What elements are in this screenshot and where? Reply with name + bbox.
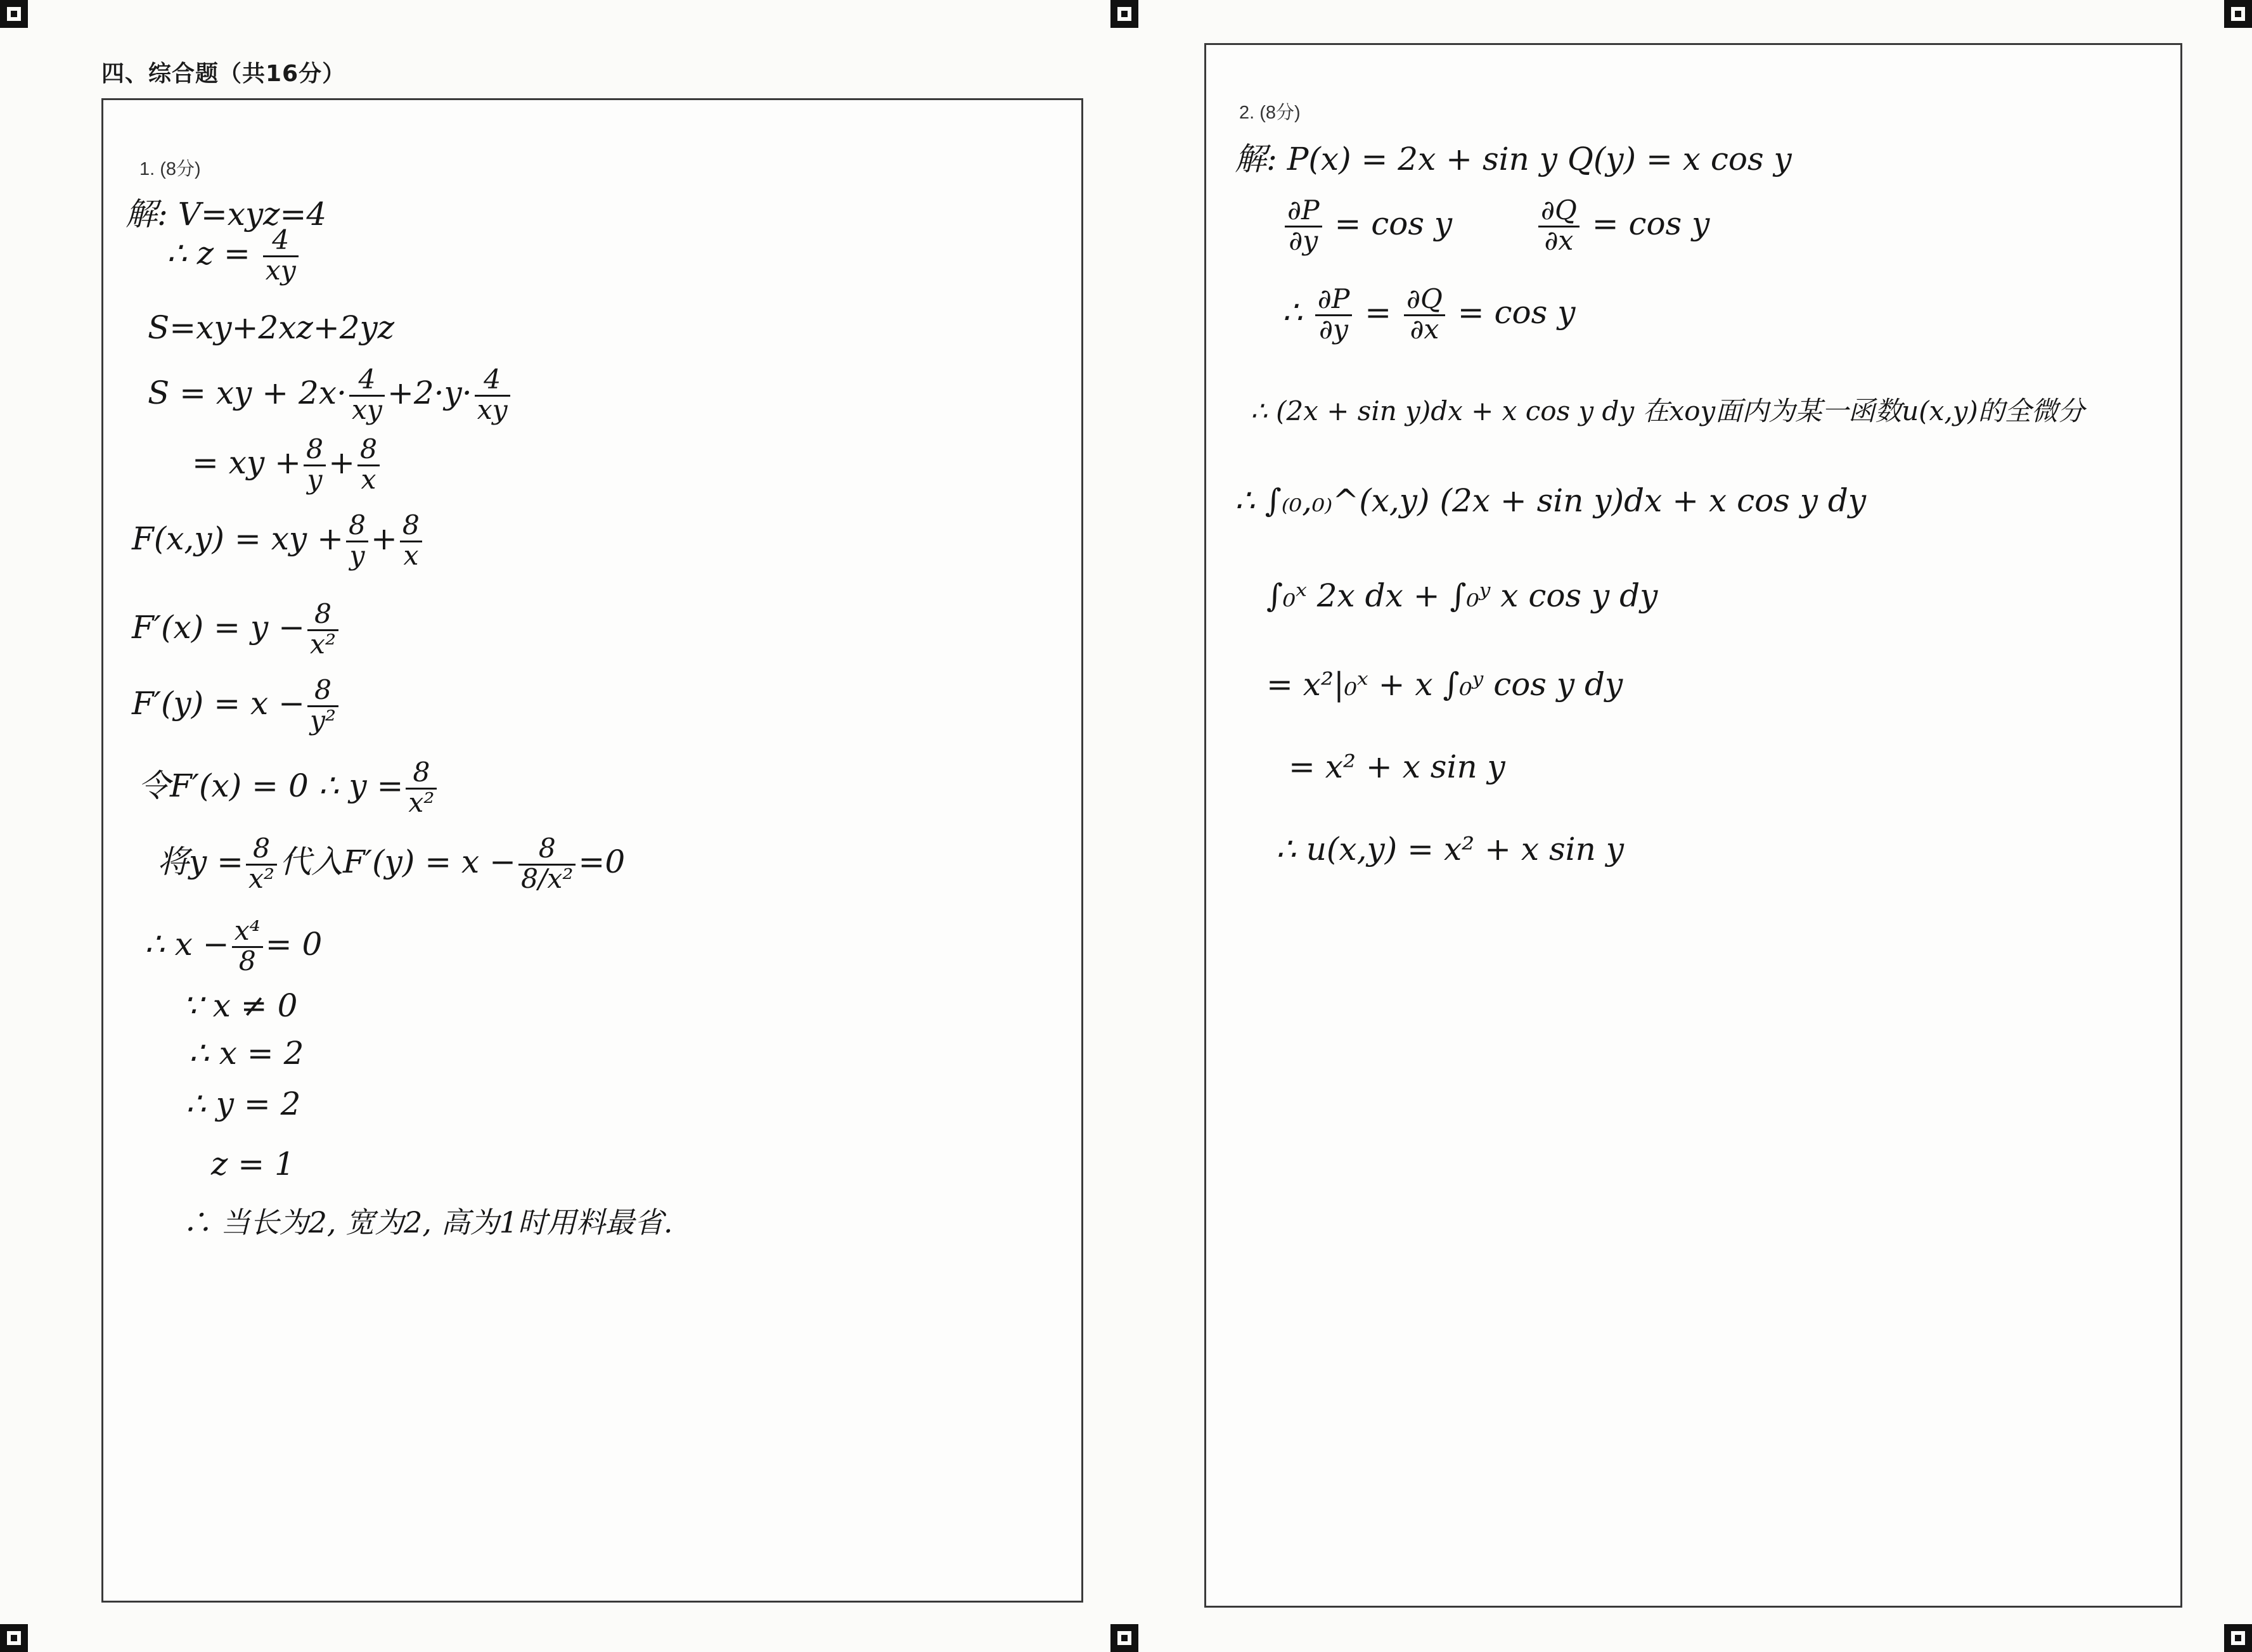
q1-line-set-zero: 令F′(x) = 0 ∴ y = $\frac{8}{\text{x²}}$	[138, 759, 439, 817]
q1-line-partial-x: F′(x) = y − $\frac{8}{\text{x²}}$	[132, 601, 341, 659]
question-1-label: 1. (8分)	[139, 159, 201, 179]
q2-line-total-differential: ∴ (2x + sin y)dx + x cos y dy 在xoy面内为某一函数u(x,y)的全微分	[1251, 395, 2085, 426]
q1-line-partial-y: F′(y) = x − $\frac{8}{\text{y²}}$	[132, 677, 341, 735]
registration-marker-top-left	[0, 0, 28, 28]
q1-line-conclusion: ∴ 当长为2, 宽为2, 高为1时用料最省.	[183, 1205, 673, 1239]
question-2-label: 2. (8分)	[1239, 103, 1301, 123]
question-1-answer-box	[101, 98, 1083, 1603]
q1-line-function: F(x,y) = xy + $\frac{8}{y}$ + $\frac{8}{x}$	[132, 512, 425, 570]
q1-line-y-value: ∴ y = 2	[186, 1085, 301, 1122]
q1-line-volume: 解: V=xyz=4	[125, 196, 327, 233]
registration-marker-bottom-right	[2224, 1624, 2252, 1652]
q2-line-line-integral: ∴ ∫₍₀,₀₎^(x,y) (2x + sin y)dx + x cos y dy	[1235, 482, 1867, 519]
registration-marker-top-right	[2224, 0, 2252, 28]
registration-marker-top-center	[1110, 0, 1138, 28]
q1-line-equation: ∴ x − $\frac{\text{x⁴}}{8}$ = 0	[145, 916, 323, 977]
q2-line-partials-equal: ∴ $\frac{\partial P}{\partial y}$ = $\frac{\partial Q}{\partial x}$ = cos y	[1282, 284, 1576, 345]
section-heading: 四、综合题（共16分）	[101, 61, 346, 87]
q2-line-conclusion: ∴ u(x,y) = x² + x sin y	[1276, 831, 1624, 868]
registration-marker-bottom-left	[0, 1624, 28, 1652]
q1-line-surface: S=xy+2xz+2yz	[148, 309, 395, 346]
q2-line-split-integral: ∫₀ˣ 2x dx + ∫₀ʸ x cos y dy	[1266, 577, 1658, 614]
q2-line-evaluate: = x²|₀ˣ + x ∫₀ʸ cos y dy	[1266, 666, 1623, 703]
q2-line-pq: 解: P(x) = 2x + sin y Q(y) = x cos y	[1235, 141, 1792, 177]
q1-line-surface-substituted: S = xy + 2x· $\frac{4}{xy}$ +2·y· $\frac{4}{xy}$	[148, 366, 513, 425]
registration-marker-bottom-center	[1110, 1624, 1138, 1652]
q1-line-x-value: ∴ x = 2	[189, 1035, 304, 1072]
question-2-answer-box	[1204, 43, 2182, 1608]
q1-line-x-nonzero: ∵ x ≠ 0	[183, 987, 298, 1024]
q2-line-result: = x² + x sin y	[1289, 748, 1505, 785]
q2-line-partials: $\frac{\partial P}{\partial y}$ = cos y $\frac{\partial Q}{\partial x}$ = cos y	[1282, 197, 1709, 255]
q1-line-surface-simplified: = xy + $\frac{8}{y}$ + $\frac{8}{x}$	[192, 436, 382, 494]
q1-line-z: ∴ z = $\frac{4}{xy}$	[167, 227, 301, 285]
q1-line-substitute: 将y = $\frac{8}{\text{x²}}$ 代入F′(y) = x − $\frac{8}{\text{8/x²}}$ =0	[157, 833, 626, 895]
q1-line-z-value: z = 1	[211, 1146, 295, 1182]
